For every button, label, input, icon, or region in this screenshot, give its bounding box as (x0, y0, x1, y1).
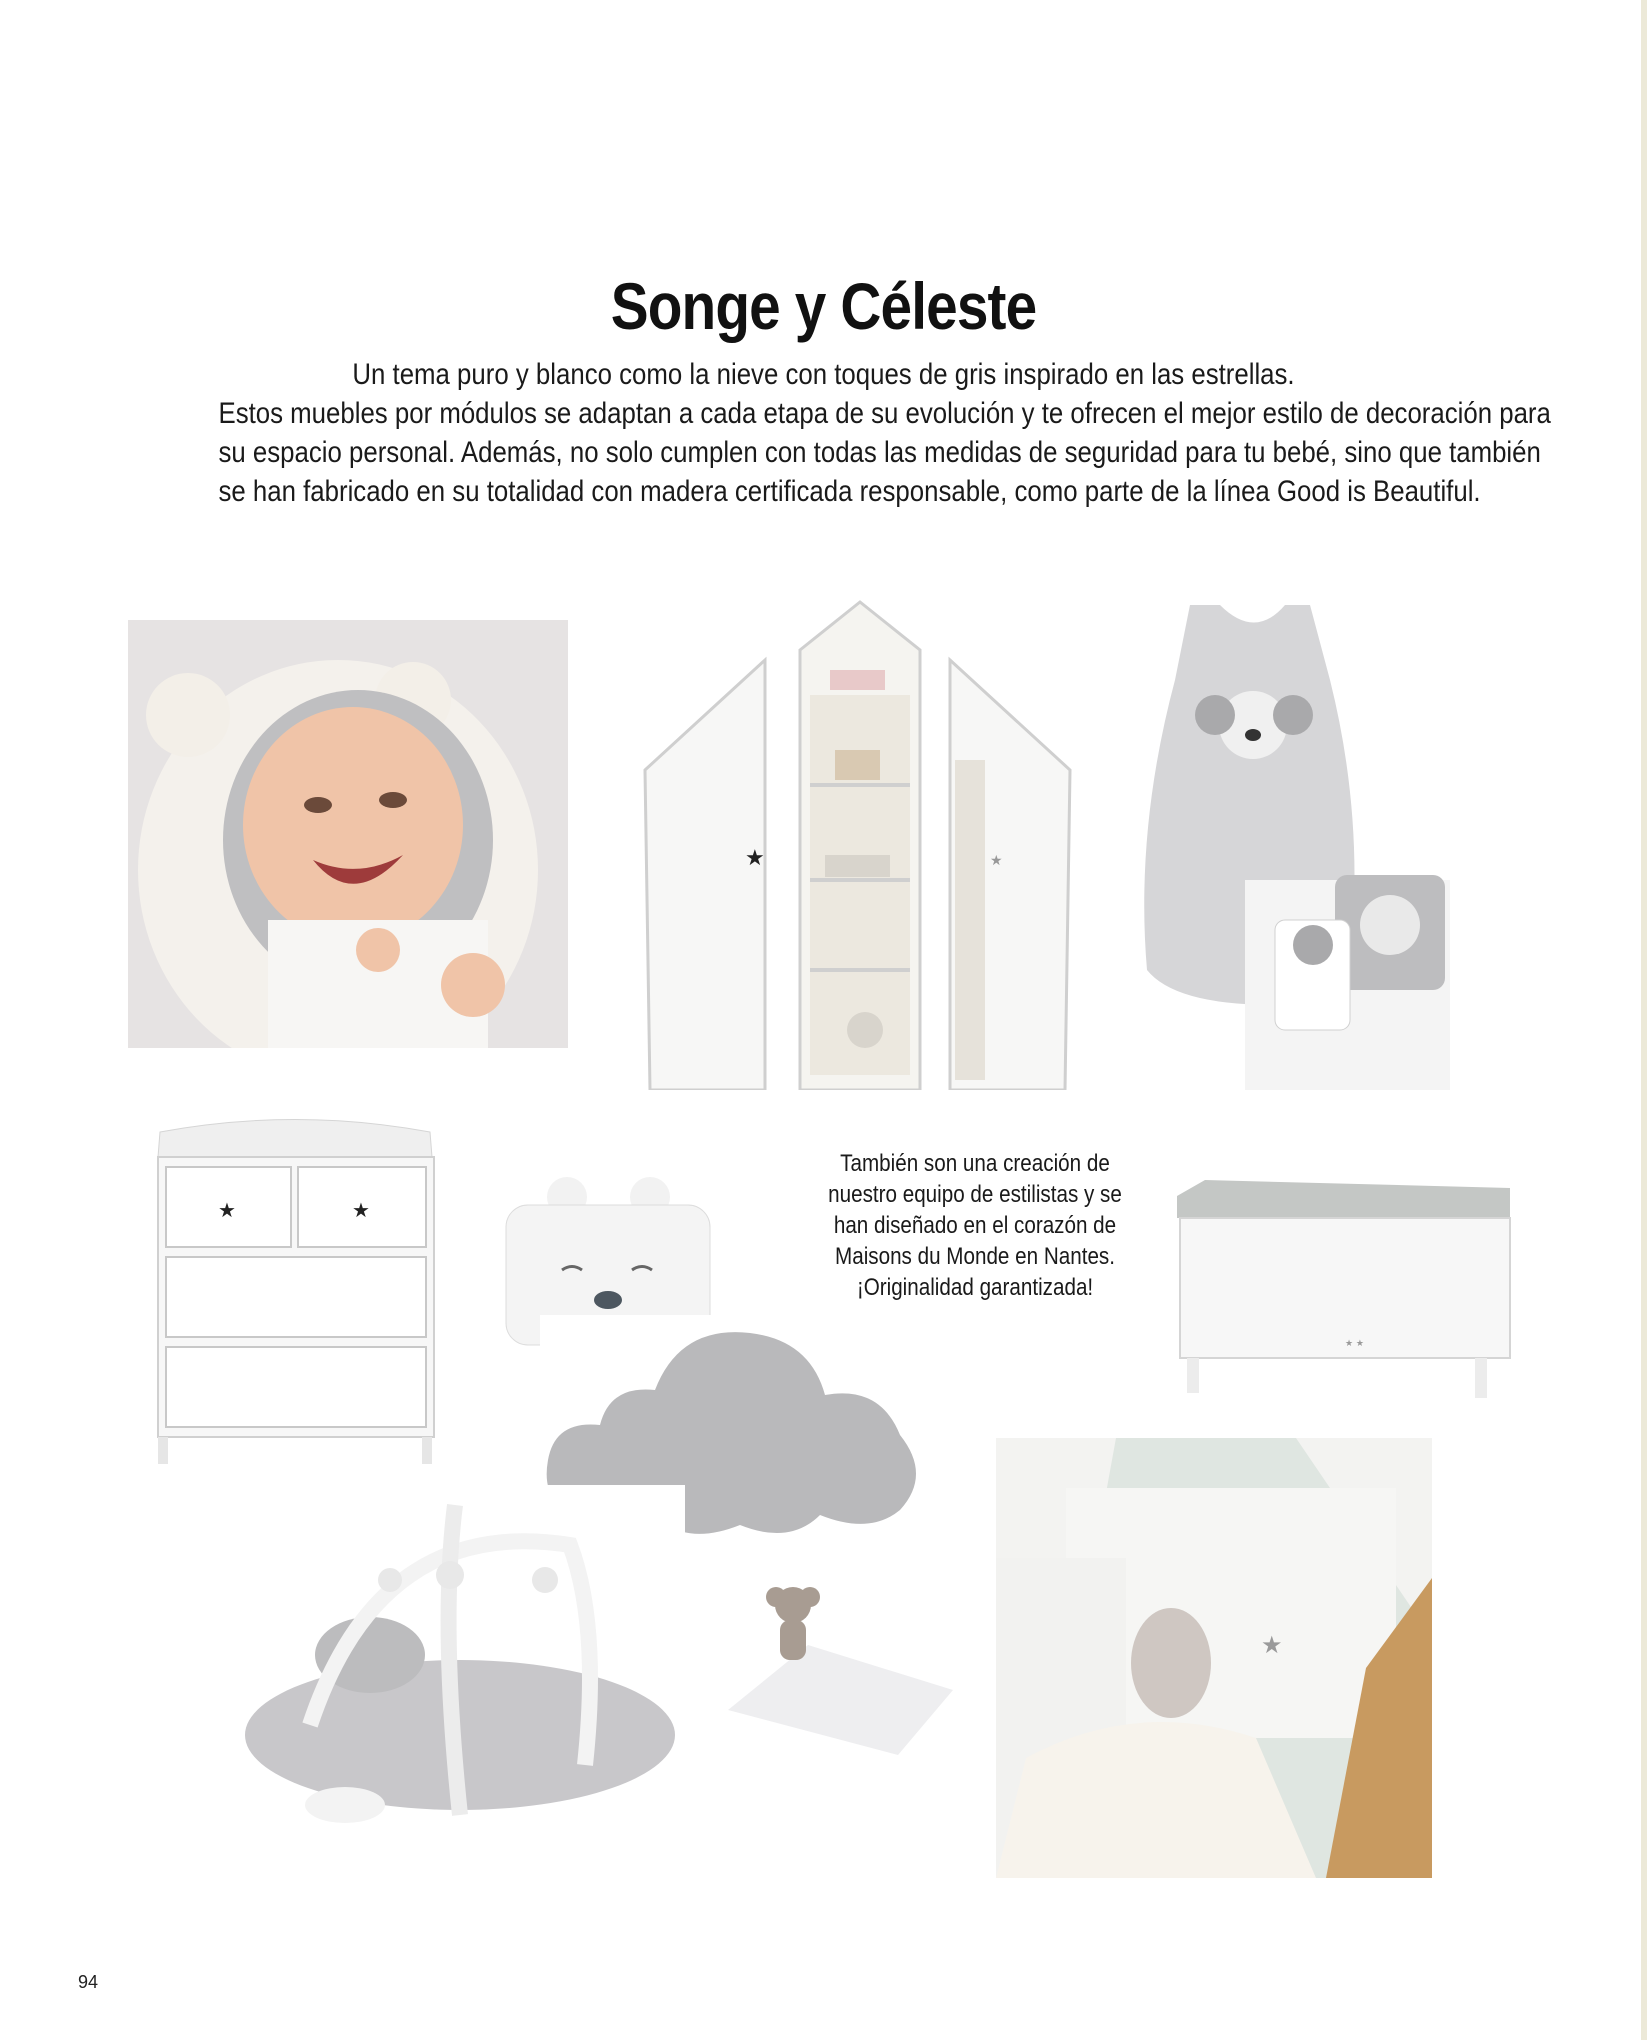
crib-photo (996, 1438, 1432, 1878)
intro-line: su espacio personal. Además, no solo cumplen con todas las medidas de seguridad para tu bebé, sino que también (218, 436, 1541, 469)
svg-text:★: ★ (745, 846, 765, 871)
house-wardrobe-photo (640, 600, 1075, 1090)
chest-of-drawers-photo (150, 1112, 440, 1464)
baby-photo (128, 620, 568, 1048)
koala-doudou-photo (718, 1585, 956, 1755)
note-line: ¡Originalidad garantizada! (856, 1274, 1094, 1301)
page-title: Songe y Céleste (610, 269, 1037, 343)
note-line: nuestro equipo de estilistas y se (828, 1181, 1122, 1208)
svg-text:★ ★: ★ ★ (1345, 1339, 1364, 1349)
intro-line: Estos muebles por módulos se adaptan a cada etapa de su evolución y te ofrecen el mejor estilo de decoración para (218, 397, 1551, 430)
stylists-note (790, 1148, 1160, 1303)
svg-text:★: ★ (990, 853, 1003, 869)
toy-chest-photo (1175, 1178, 1515, 1398)
page-number: 94 (78, 1972, 99, 1992)
activity-gym-photo (240, 1485, 685, 1825)
svg-text:★: ★ (1261, 1631, 1283, 1659)
note-line: han diseñado en el corazón de (833, 1212, 1117, 1239)
svg-text:★: ★ (352, 1198, 370, 1222)
page-edge-strip (1641, 0, 1647, 2040)
intro-line: se han fabricado en su totalidad con madera certificada responsable, como parte de la línea Good is Beautiful. (218, 475, 1481, 508)
intro-paragraph (120, 355, 1551, 511)
svg-text:★: ★ (218, 1198, 236, 1222)
note-line: También son una creación de (840, 1150, 1110, 1177)
note-line: Maisons du Monde en Nantes. (835, 1243, 1115, 1270)
intro-line: Un tema puro y blanco como la nieve con toques de gris inspirado en las estrellas. (352, 358, 1295, 391)
sleeping-bag-photo (1135, 600, 1480, 1090)
